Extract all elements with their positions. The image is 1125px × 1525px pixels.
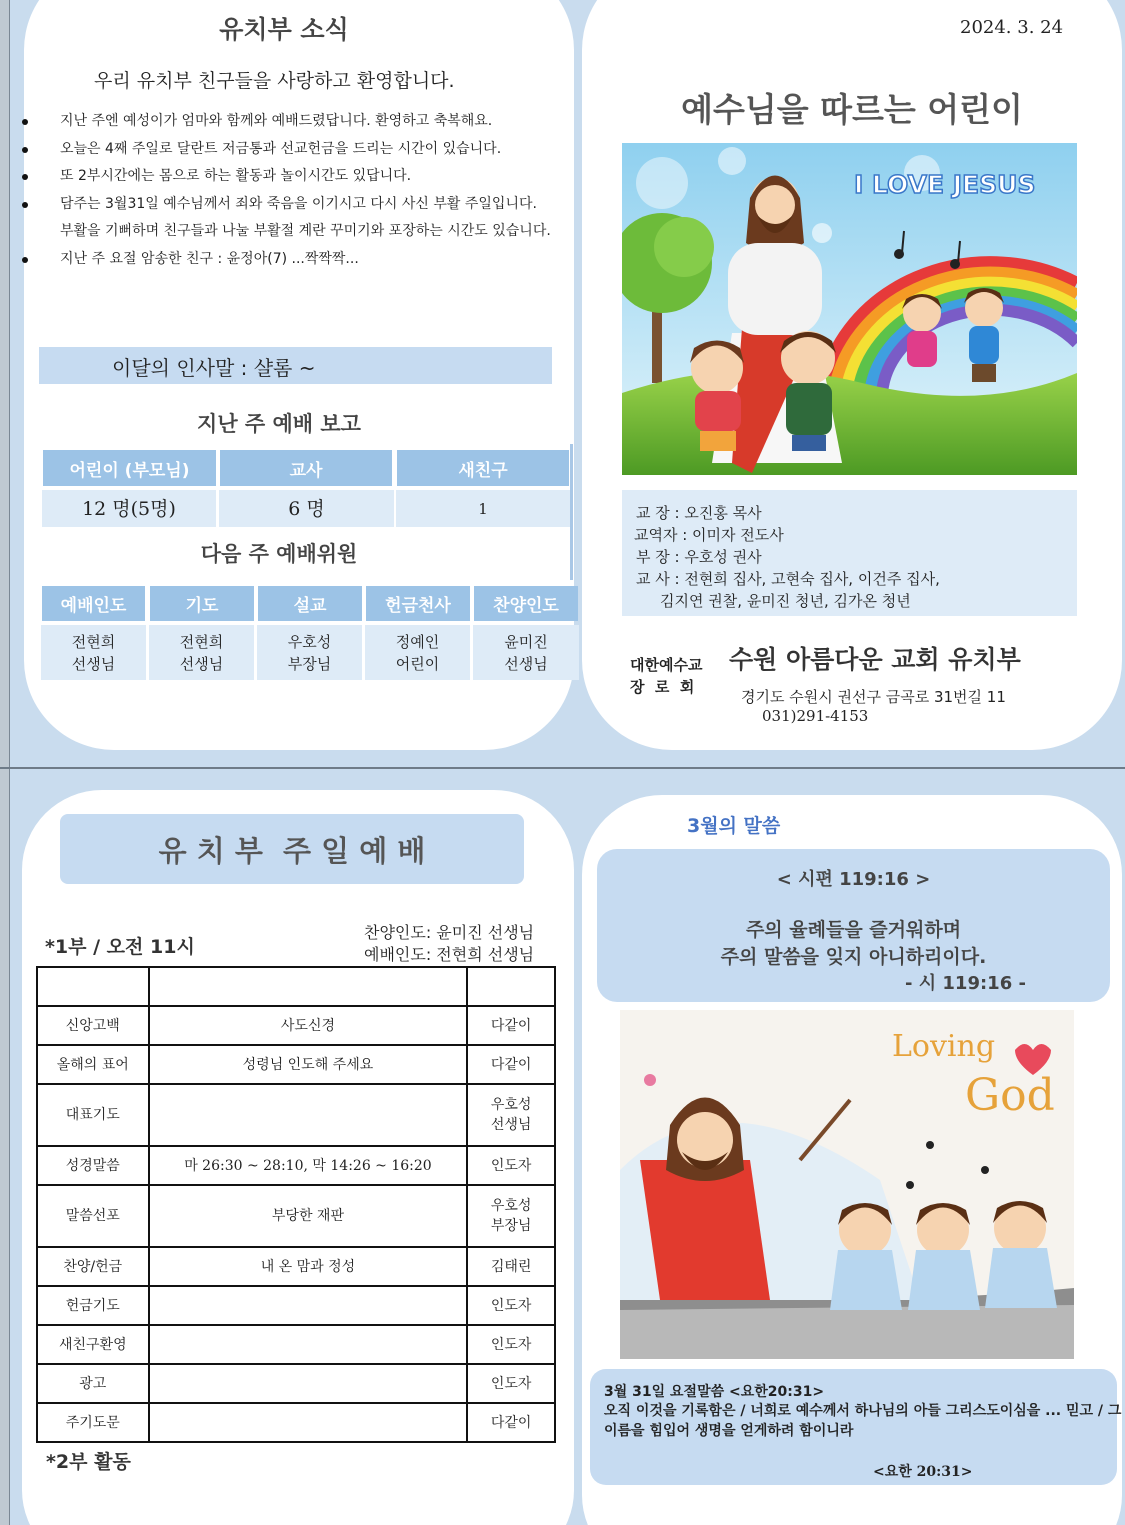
psalm-ref: < 시편 119:16 > bbox=[776, 869, 931, 890]
praise-leader: 찬양인도: 윤미진 선생님 bbox=[364, 923, 535, 942]
memory-verse-line-1: 오직 이것을 기록함은 / 너희로 예수께서 하나님의 아들 그리스도이심을 ... 믿고 / 그 bbox=[604, 1403, 1122, 1419]
attendance-children: 12 명(5명) bbox=[42, 490, 216, 527]
attendance-header: 어린이 (부모님) bbox=[43, 450, 216, 486]
church-name: 수원 아름다운 교회 유치부 bbox=[729, 645, 1021, 674]
order-item: 올해의 표어 bbox=[37, 1045, 149, 1084]
order-item: 찬양/헌금 bbox=[37, 1247, 149, 1286]
news-item: 또 2부시간에는 몸으로 하는 활동과 놀이시간도 있답니다. bbox=[22, 163, 567, 191]
table-row bbox=[37, 1045, 555, 1084]
committee-header: 설교 bbox=[258, 586, 362, 621]
table-row bbox=[37, 1006, 555, 1045]
staff-box bbox=[622, 490, 1077, 616]
order-item: 대표기도 bbox=[37, 1084, 149, 1146]
committee-cell: 전현희 선생님 bbox=[41, 625, 146, 680]
psalm-cite: - 시 119:16 - bbox=[905, 973, 1026, 994]
order-content: 부당한 재판 bbox=[149, 1185, 468, 1247]
order-person: 인도자 bbox=[467, 1146, 555, 1185]
table-row bbox=[37, 967, 555, 1006]
order-item: 새친구환영 bbox=[37, 1325, 149, 1364]
news-item: 담주는 3월31일 예수님께서 죄와 죽음을 이기시고 다시 사신 부활 주일입니다. bbox=[22, 191, 567, 219]
committee-cell: 윤미진 선생님 bbox=[473, 625, 579, 680]
illustration-svg bbox=[620, 1010, 1074, 1359]
news-item-continuation: 부활을 기뻐하며 친구들과 나눌 부활절 계란 꾸미기와 포장하는 시간도 있습니다. bbox=[60, 223, 551, 239]
attendance-new-friends: 1 bbox=[396, 490, 570, 527]
news-item: 오늘은 4째 주일로 달란트 저금통과 선교헌금을 드리는 시간이 있습니다. bbox=[22, 136, 567, 164]
psalm-box bbox=[597, 849, 1110, 1002]
cover-heading: 예수님을 따르는 어린이 bbox=[681, 90, 1023, 129]
order-content bbox=[149, 1403, 468, 1442]
page-divider bbox=[0, 767, 1125, 769]
order-person: 다같이 bbox=[467, 1403, 555, 1442]
loving-god-illustration bbox=[620, 1010, 1074, 1359]
part1-label: *1부 / 오전 11시 bbox=[45, 936, 195, 958]
jesus-children-illustration bbox=[622, 143, 1077, 475]
table-row bbox=[37, 1247, 555, 1286]
order-person: 다같이 bbox=[467, 1045, 555, 1084]
god-text: God bbox=[965, 1070, 1055, 1121]
denomination-sub: 장 로 회 bbox=[630, 678, 695, 696]
order-content: 사도신경 bbox=[149, 1006, 468, 1045]
order-content bbox=[149, 1364, 468, 1403]
illustration-svg bbox=[622, 143, 1077, 475]
worship-order-table bbox=[36, 966, 556, 1443]
attendance-teachers: 6 명 bbox=[219, 490, 394, 527]
order-content: 마 26:30 ~ 28:10, 막 14:26 ~ 16:20 bbox=[149, 1146, 468, 1185]
order-content bbox=[149, 1084, 468, 1146]
welcome-text: 우리 유치부 친구들을 사랑하고 환영합니다. bbox=[94, 70, 455, 92]
staff-minister: 교역자 : 이미자 전도사 bbox=[634, 526, 784, 544]
church-phone: 031)291-4153 bbox=[762, 707, 869, 725]
order-item: 성경말씀 bbox=[37, 1146, 149, 1185]
memory-verse-box bbox=[590, 1369, 1122, 1485]
loving-text: Loving bbox=[892, 1029, 996, 1064]
bullet-icon bbox=[22, 174, 28, 180]
news-title: 유치부 소식 bbox=[219, 15, 349, 44]
news-item: 지난 주 요절 암송한 친구 : 윤정아(7) ...짝짝짝... bbox=[22, 246, 567, 274]
committee-cell: 우호성 부장님 bbox=[257, 625, 362, 680]
staff-director: 부 장 : 우호성 권사 bbox=[636, 548, 762, 566]
psalm-line-2: 주의 말씀을 잊지 아니하리이다. bbox=[720, 946, 987, 968]
attendance-header: 교사 bbox=[220, 450, 392, 486]
psalm-line-1: 주의 율례들을 즐거워하며 bbox=[745, 919, 962, 941]
order-content: 성령님 인도해 주세요 bbox=[149, 1045, 468, 1084]
page-edge bbox=[0, 0, 10, 1525]
bulletin-date: 2024. 3. 24 bbox=[960, 17, 1064, 38]
memory-verse-title: 3월 31일 요절말씀 <요한20:31> bbox=[604, 1384, 825, 1400]
order-item: 신앙고백 bbox=[37, 1006, 149, 1045]
order-person: 우호성 선생님 bbox=[467, 1084, 555, 1146]
memory-verse-line-2: 이름을 힘입어 생명을 얻게하려 함이니라 bbox=[604, 1423, 854, 1439]
worship-leader: 예배인도: 전현희 선생님 bbox=[364, 945, 535, 964]
table-row bbox=[37, 1364, 555, 1403]
committee-header: 찬양인도 bbox=[474, 586, 578, 621]
order-person: 인도자 bbox=[467, 1364, 555, 1403]
bullet-icon bbox=[22, 202, 28, 208]
table-row bbox=[37, 1286, 555, 1325]
committee-header: 헌금천사 bbox=[366, 586, 470, 621]
news-item: 지난 주엔 예성이가 엄마와 함께와 예배드렸답니다. 환영하고 축복해요. bbox=[22, 108, 567, 136]
order-content bbox=[149, 1286, 468, 1325]
next-week-title: 다음 주 예배위원 bbox=[200, 542, 358, 566]
order-item: 주기도문 bbox=[37, 1403, 149, 1442]
table-row bbox=[37, 1403, 555, 1442]
order-item: 광고 bbox=[37, 1364, 149, 1403]
worship-title: 유 치 부 주 일 예 배 bbox=[60, 814, 524, 884]
order-item: 말씀선포 bbox=[37, 1185, 149, 1247]
table-row bbox=[37, 1146, 555, 1185]
table-row bbox=[37, 1325, 555, 1364]
table-row bbox=[37, 1084, 555, 1146]
order-person: 다같이 bbox=[467, 1006, 555, 1045]
committee-header: 기도 bbox=[150, 586, 254, 621]
bullet-icon bbox=[22, 147, 28, 153]
table-row bbox=[37, 1185, 555, 1247]
order-person: 김태린 bbox=[467, 1247, 555, 1286]
greeting-bar bbox=[39, 347, 552, 384]
bullet-icon bbox=[22, 119, 28, 125]
bullet-icon bbox=[22, 257, 28, 263]
word-title: 3월의 말씀 bbox=[687, 815, 781, 837]
order-person: 인도자 bbox=[467, 1325, 555, 1364]
memory-verse-ref: <요한 20:31> bbox=[873, 1464, 973, 1480]
attendance-header: 새친구 bbox=[397, 450, 569, 486]
i-love-jesus-text: I LOVE JESUS bbox=[854, 170, 1036, 199]
staff-teachers-cont: 김지연 권찰, 윤미진 청년, 김가온 청년 bbox=[660, 592, 911, 610]
denomination: 대한예수교 bbox=[630, 656, 703, 674]
staff-teachers: 교 사 : 전현희 집사, 고현숙 집사, 이건주 집사, bbox=[636, 570, 940, 588]
staff-principal: 교 장 : 오진홍 목사 bbox=[636, 504, 762, 522]
order-person: 우호성 부장님 bbox=[467, 1185, 555, 1247]
order-item: 헌금기도 bbox=[37, 1286, 149, 1325]
order-person: 인도자 bbox=[467, 1286, 555, 1325]
greeting-text: 이달의 인사말 : 샬롬 ~ bbox=[112, 356, 316, 380]
committee-cell: 정예인 어린이 bbox=[365, 625, 470, 680]
committee-cell: 전현희 선생님 bbox=[149, 625, 254, 680]
news-list bbox=[22, 108, 567, 273]
table-edge bbox=[570, 444, 573, 580]
committee-header: 예배인도 bbox=[42, 586, 145, 621]
order-content bbox=[149, 1325, 468, 1364]
order-content: 내 온 맘과 정성 bbox=[149, 1247, 468, 1286]
attendance-title: 지난 주 예배 보고 bbox=[197, 412, 361, 436]
part2-label: *2부 활동 bbox=[46, 1451, 131, 1473]
church-address: 경기도 수원시 권선구 금곡로 31번길 11 bbox=[741, 688, 1006, 706]
